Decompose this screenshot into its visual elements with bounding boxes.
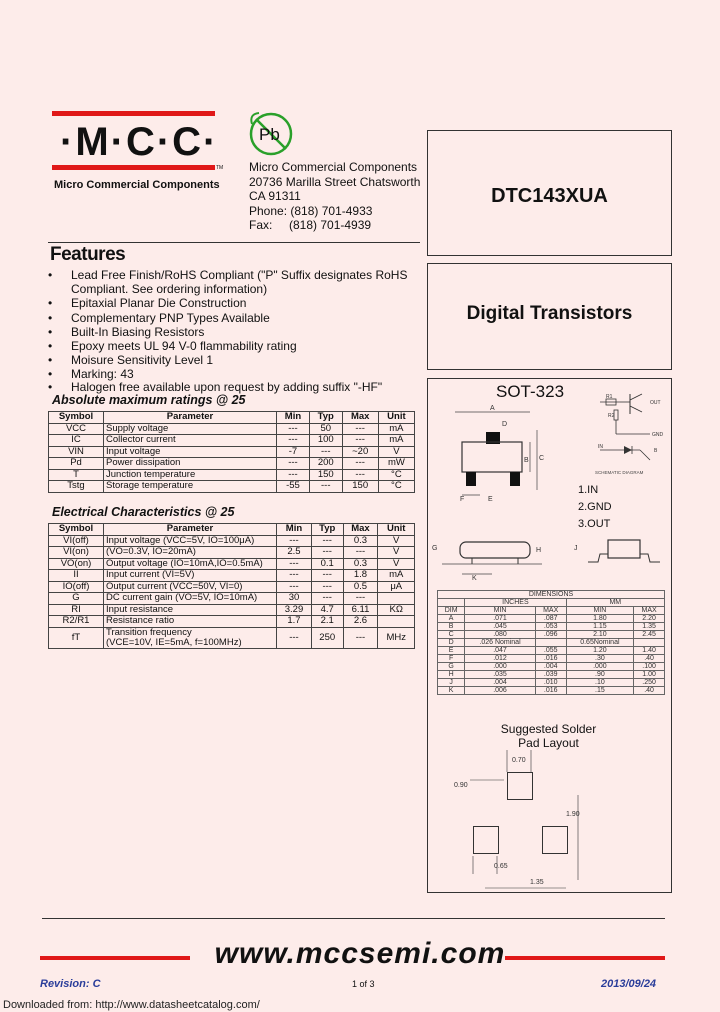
table-cell: .010 (535, 679, 566, 687)
dim-label-b: B (524, 457, 529, 464)
package-name: SOT-323 (496, 382, 565, 401)
col-header: Max (342, 412, 378, 424)
table-cell: -55 (277, 481, 310, 493)
col-header: Parameter (104, 524, 277, 536)
table-cell: --- (277, 581, 312, 593)
table-cell: .40 (634, 655, 665, 663)
table-cell: VI(on) (49, 547, 104, 559)
schematic-r2: R2 (608, 413, 615, 419)
table-cell: .250 (634, 679, 665, 687)
cell-typ: 250 (311, 627, 343, 648)
table-cell: --- (277, 469, 310, 481)
feature-item: • Lead Free Finish/RoHS Compliant ("P" Suffix designates RoHS Compliant. See ordering information) (48, 268, 428, 296)
table-cell: .035 (465, 671, 536, 679)
address-line: Fax: (818) 701-4939 (249, 218, 372, 232)
col-header: Unit (378, 524, 415, 536)
dim-label-f: F (460, 496, 465, 503)
table-cell: mW (378, 458, 414, 470)
table-row (49, 547, 415, 559)
table-cell: VIN (49, 446, 104, 458)
logo-bottom-bar (52, 165, 215, 170)
package-side-view (432, 530, 662, 590)
feature-item: • Moisure Sensitivity Level 1 (48, 353, 428, 367)
table-cell: 0.5 (343, 581, 378, 593)
table-cell: mA (378, 423, 414, 435)
schematic-b: B (654, 448, 658, 454)
table-row (438, 623, 665, 631)
logo-subtitle: Micro Commercial Components (54, 179, 220, 191)
schematic-gnd: GND (652, 432, 664, 438)
table-cell: 100 (309, 435, 342, 447)
table-cell: .053 (535, 623, 566, 631)
table-cell: .026 Nominal (465, 639, 536, 647)
trademark-mark: TM (216, 165, 224, 171)
dim-label-d: D (502, 421, 508, 428)
page-number: 1 of 3 (352, 979, 375, 989)
table-cell: --- (311, 593, 343, 605)
table-cell (535, 639, 566, 647)
table-cell: .039 (535, 671, 566, 679)
table-cell: .000 (566, 663, 634, 671)
table-row (49, 458, 415, 470)
table-cell (378, 593, 415, 605)
table-row (49, 581, 415, 593)
part-number-box (427, 130, 672, 256)
dim-header: DIM (438, 607, 465, 615)
table-row (438, 663, 665, 671)
table-cell: T (49, 469, 104, 481)
schematic-r1: R1 (606, 394, 613, 400)
table-cell: 2.45 (634, 631, 665, 639)
feature-item: • Halogen free available upon request by adding suffix "-HF" (48, 382, 428, 393)
col-header: Parameter (104, 412, 277, 424)
table-cell: 0.3 (343, 558, 378, 570)
table-row (49, 627, 415, 648)
table-cell: 2.1 (311, 616, 343, 628)
table-row (438, 671, 665, 679)
table-cell: IO(off) (49, 581, 104, 593)
col-header: Typ (311, 524, 343, 536)
table-cell: ~20 (342, 446, 378, 458)
table-cell: A (438, 615, 465, 623)
table-row (49, 604, 415, 616)
table-cell: Storage temperature (104, 481, 277, 493)
table-cell: .90 (566, 671, 634, 679)
table-cell: 1.15 (566, 623, 634, 631)
table-cell: J (438, 679, 465, 687)
feature-item: • Epitaxial Planar Die Construction (48, 296, 428, 310)
table-cell: .047 (465, 647, 536, 655)
dim-group-mm: MM (566, 599, 664, 607)
features-list (48, 268, 428, 393)
table-cell: RI (49, 604, 104, 616)
table-cell: Power dissipation (104, 458, 277, 470)
solder-dimension-lines (440, 750, 590, 890)
table-cell: 0.65Nominal (566, 639, 634, 647)
table-cell: .016 (535, 687, 566, 695)
table-cell: Output current (VCC=50V, VI=0) (104, 581, 277, 593)
feature-item: • Marking: 43 (48, 367, 428, 381)
table-cell: Collector current (104, 435, 277, 447)
table-cell: 200 (309, 458, 342, 470)
table-row (49, 481, 415, 493)
logo-top-bar (52, 111, 215, 116)
table-cell: 2.6 (343, 616, 378, 628)
table-cell: --- (311, 581, 343, 593)
address-line: Phone: (818) 701-4933 (249, 203, 373, 218)
table-cell: .30 (566, 655, 634, 663)
cell-param (104, 627, 277, 648)
table-cell: 3.29 (277, 604, 312, 616)
table-cell: --- (277, 458, 310, 470)
pb-label: Pb (259, 125, 280, 144)
table-cell: .045 (465, 623, 536, 631)
schematic-in: IN (598, 444, 603, 450)
feature-item: • Complementary PNP Types Available (48, 311, 428, 325)
pin-item: 3.OUT (578, 518, 611, 530)
dim-label-c: C (539, 455, 545, 462)
table-cell: 6.11 (343, 604, 378, 616)
table-cell: 1.20 (566, 647, 634, 655)
table-cell: --- (342, 469, 378, 481)
download-source[interactable]: Downloaded from: http://www.datasheetcatalog.com/ (3, 999, 260, 1011)
package-outline-drawing (440, 400, 550, 505)
table-cell: 1.40 (634, 647, 665, 655)
table-row (438, 679, 665, 687)
pin-list (578, 482, 612, 533)
table-row (438, 615, 665, 623)
table-cell: --- (277, 570, 312, 582)
table-cell: D (438, 639, 465, 647)
address-line: 20736 Marilla Street Chatsworth (249, 174, 421, 189)
col-header: Unit (378, 412, 414, 424)
product-type: Digital Transistors (466, 303, 633, 324)
elec-title: Electrical Characteristics @ 25 (52, 505, 235, 519)
dim-header: MIN (465, 607, 536, 615)
table-row (438, 631, 665, 639)
table-cell: VCC (49, 423, 104, 435)
solder-title-line: Suggested Solder (500, 722, 597, 736)
table-cell: .004 (535, 663, 566, 671)
schematic-out: OUT (650, 400, 661, 406)
table-cell: -7 (277, 446, 310, 458)
table-cell: .15 (566, 687, 634, 695)
table-cell: --- (277, 558, 312, 570)
table-cell: 1.7 (277, 616, 312, 628)
table-cell: V (378, 535, 415, 547)
table-cell: .071 (465, 615, 536, 623)
table-cell: .40 (634, 687, 665, 695)
table-cell: --- (311, 570, 343, 582)
table-cell: (VO=0.3V, IO=20mA) (104, 547, 277, 559)
table-cell: Supply voltage (104, 423, 277, 435)
dim-title: DIMENSIONS (438, 591, 665, 599)
table-cell: B (438, 623, 465, 631)
revision-date: 2013/09/24 (601, 978, 657, 990)
table-cell: --- (342, 435, 378, 447)
address-line: Micro Commercial Components (249, 160, 418, 174)
cell-unit: MHz (378, 627, 415, 648)
table-cell: Input voltage (104, 446, 277, 458)
table-cell: .000 (465, 663, 536, 671)
table-cell: 2.10 (566, 631, 634, 639)
table-row (49, 435, 415, 447)
cell-symbol: fT (49, 627, 104, 648)
dim-header: MAX (535, 607, 566, 615)
table-cell: R2/R1 (49, 616, 104, 628)
table-cell: .096 (535, 631, 566, 639)
dim-header: MAX (634, 607, 665, 615)
col-header: Symbol (49, 412, 104, 424)
param-line: (VCE=10V, IE=5mA, f=100MHz) (106, 636, 242, 648)
table-cell: VI(off) (49, 535, 104, 547)
table-cell: II (49, 570, 104, 582)
schematic-diagram (590, 392, 670, 482)
param-line: Transition frequency (106, 626, 192, 638)
table-cell: 1.80 (566, 615, 634, 623)
table-row (438, 647, 665, 655)
dim-label-a: A (490, 405, 495, 412)
table-cell: V (378, 558, 415, 570)
part-number: DTC143XUA (491, 185, 608, 207)
table-cell: .080 (465, 631, 536, 639)
table-cell: 0.3 (343, 535, 378, 547)
table-row (49, 423, 415, 435)
table-cell: F (438, 655, 465, 663)
table-row (438, 687, 665, 695)
cell-min: --- (277, 627, 312, 648)
table-cell: V (378, 547, 415, 559)
table-cell: VO(on) (49, 558, 104, 570)
abs-max-title: Absolute maximum ratings @ 25 (52, 393, 246, 407)
table-cell: V (378, 446, 414, 458)
table-cell: Input voltage (VCC=5V, IO=100μA) (104, 535, 277, 547)
table-cell: Input current (VI=5V) (104, 570, 277, 582)
dim-label-k: K (472, 575, 477, 582)
table-cell: Tstg (49, 481, 104, 493)
table-cell: 1.00 (634, 671, 665, 679)
feature-item: • Epoxy meets UL 94 V-0 flammability rating (48, 339, 428, 353)
table-cell: K (438, 687, 465, 695)
table-cell: H (438, 671, 465, 679)
dim-header: MIN (566, 607, 634, 615)
solder-dim-065: 0.65 (494, 863, 508, 870)
table-cell: --- (311, 535, 343, 547)
table-cell: .016 (535, 655, 566, 663)
table-cell: --- (343, 593, 378, 605)
col-header: Typ (309, 412, 342, 424)
abs-max-table (48, 411, 415, 493)
table-row (49, 535, 415, 547)
table-cell: --- (342, 423, 378, 435)
table-cell: .100 (634, 663, 665, 671)
solder-dim-070: 0.70 (512, 757, 526, 764)
solder-title-line: Pad Layout (518, 736, 579, 750)
dim-label-j: J (574, 545, 578, 552)
table-cell: E (438, 647, 465, 655)
table-cell: DC current gain (VO=5V, IO=10mA) (104, 593, 277, 605)
table-cell: --- (309, 446, 342, 458)
features-rule (48, 242, 420, 243)
table-cell: 150 (309, 469, 342, 481)
table-cell: 1.35 (634, 623, 665, 631)
table-cell: --- (311, 547, 343, 559)
col-header: Min (277, 412, 310, 424)
website-url[interactable]: www.mccsemi.com (214, 937, 506, 970)
table-cell: Junction temperature (104, 469, 277, 481)
solder-title (427, 722, 670, 750)
table-cell: G (49, 593, 104, 605)
table-cell: .006 (465, 687, 536, 695)
table-cell: .004 (465, 679, 536, 687)
table-cell: .10 (566, 679, 634, 687)
table-row (438, 655, 665, 663)
dim-spacer (438, 599, 465, 607)
col-header: Symbol (49, 524, 104, 536)
dim-label-g: G (432, 545, 438, 552)
table-cell: Input resistance (104, 604, 277, 616)
lead-free-icon (247, 110, 295, 158)
address-line: CA 91311 (249, 189, 301, 203)
table-cell: --- (342, 458, 378, 470)
solder-dim-135: 1.35 (530, 879, 544, 886)
table-cell: KΩ (378, 604, 415, 616)
pin-item: 2.GND (578, 501, 612, 513)
product-type-box (427, 263, 672, 370)
table-cell: μA (378, 581, 415, 593)
table-cell: 1.8 (343, 570, 378, 582)
table-cell: Output voltage (IO=10mA,IO=0.5mA) (104, 558, 277, 570)
table-row (49, 469, 415, 481)
feature-item: • Built-In Biasing Resistors (48, 325, 428, 339)
dim-label-e: E (488, 496, 493, 503)
col-header: Min (277, 524, 312, 536)
footer-rule (42, 918, 665, 919)
table-row (438, 639, 665, 647)
table-cell: 0.1 (311, 558, 343, 570)
table-cell: .012 (465, 655, 536, 663)
table-cell: --- (277, 535, 312, 547)
table-cell: °C (378, 481, 414, 493)
table-cell: .087 (535, 615, 566, 623)
table-cell: 30 (277, 593, 312, 605)
table-cell: C (438, 631, 465, 639)
table-cell: --- (343, 547, 378, 559)
table-cell: °C (378, 469, 414, 481)
dim-group-inches: INCHES (465, 599, 566, 607)
table-row (49, 446, 415, 458)
elec-table (48, 523, 415, 649)
table-cell: Resistance ratio (104, 616, 277, 628)
dimensions-table (437, 590, 665, 695)
cell-max: --- (343, 627, 378, 648)
features-title: Features (50, 244, 126, 265)
table-cell: 2.5 (277, 547, 312, 559)
table-cell: --- (277, 435, 310, 447)
table-row (49, 570, 415, 582)
table-cell: 50 (309, 423, 342, 435)
table-cell: G (438, 663, 465, 671)
col-header: Max (343, 524, 378, 536)
table-cell (378, 616, 415, 628)
table-cell: 4.7 (311, 604, 343, 616)
table-cell (634, 639, 665, 647)
table-row (49, 616, 415, 628)
table-cell: mA (378, 435, 414, 447)
company-address (249, 160, 420, 233)
mcc-logo: ·M·C·C· (60, 120, 219, 164)
solder-dim-190: 1.90 (566, 811, 580, 818)
solder-dim-090: 0.90 (454, 782, 468, 789)
table-row (49, 593, 415, 605)
table-cell: 2.20 (634, 615, 665, 623)
dim-label-h: H (536, 547, 542, 554)
table-cell: --- (309, 481, 342, 493)
table-cell: mA (378, 570, 415, 582)
table-cell: IC (49, 435, 104, 447)
table-row (49, 558, 415, 570)
table-cell: 150 (342, 481, 378, 493)
schematic-caption: SCHEMATIC DIAGRAM (595, 470, 644, 475)
pin-item: 1.IN (578, 484, 599, 496)
table-cell: --- (277, 423, 310, 435)
revision: Revision: C (40, 978, 101, 990)
table-cell: .055 (535, 647, 566, 655)
table-cell: Pd (49, 458, 104, 470)
